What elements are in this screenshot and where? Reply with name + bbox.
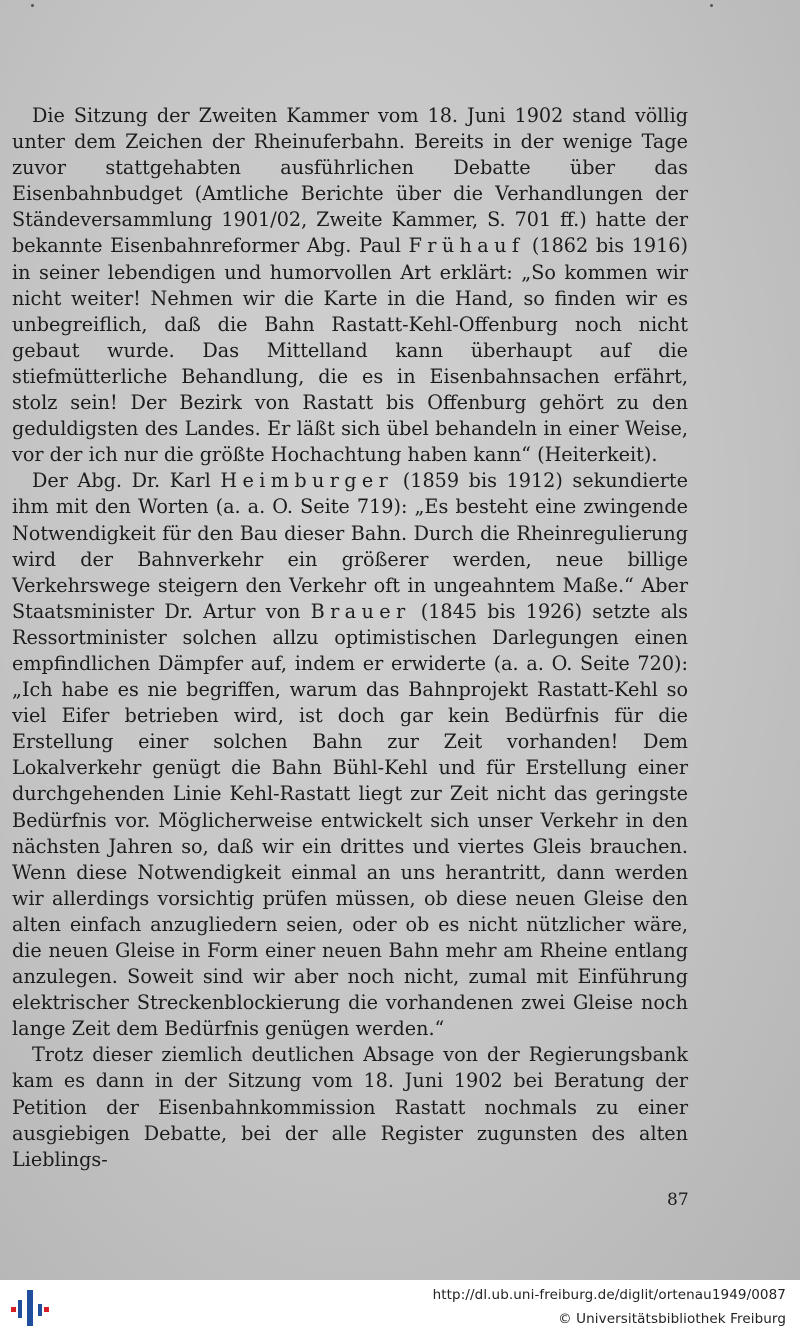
spaced-name: Frühauf xyxy=(408,234,525,258)
text-segment: Trotz dieser ziemlich deutlichen Absage von der Regierungsbank kam es dann in der Sitzung vom 18. Juni 1902 bei Beratung der Petition der Eisenbahnkommission Rastatt nochmals zu einer ausgiebigen Debatte, bei der alle Register zugunsten des alten Lieblings- xyxy=(12,1043,688,1171)
source-url[interactable]: http://dl.ub.uni-freiburg.de/diglit/ortenau1949/0087 xyxy=(432,1287,786,1303)
footer-bar xyxy=(0,1280,800,1336)
text-segment: (1845 bis 1926) setzte als Ressortminister solchen allzu optimistischen Darlegungen einen empfindlichen Dämpfer auf, indem er erwiderte (a. a. O. Seite 720): „Ich habe es nie begriffen, warum das Bahnprojekt Rastatt-Kehl so viel Eifer betrieben wird, ist doch gar kein Bedürfnis für die Erstellung einer solchen Bahn zur Zeit vorhanden! Dem Lokalverkehr genügt die Bahn Bühl-Kehl und für Erstellung einer durchgehenden Linie Kehl-Rastatt liegt zur Zeit nicht das geringste Bedürfnis vor. Möglicherweise entwickelt sich unser Verkehr in den nächsten Jahren so, daß wir ein drittes und viertes Gleis brauchen. Wenn diese Notwendigkeit einmal an uns herantritt, dann werden wir allerdings vorsichtig prüfen müssen, ob diese neuen Gleise den alten einfach anzugliedern seien, oder ob es nicht nützlicher wäre, die neuen Gleise in Form einer neuen Bahn mehr am Rheine entlang anzulegen. Soweit sind wir aber noch nicht, zumal mit Einführung elektrischer Streckenblockierung die vorhandenen zwei Gleise noch lange Zeit dem Bedürfnis genügen werden.“ xyxy=(12,599,688,1041)
paragraph xyxy=(12,103,688,468)
scan-speck xyxy=(31,4,34,7)
paragraph xyxy=(12,468,688,1042)
text-segment: Der Abg. Dr. Karl xyxy=(32,469,221,493)
scan-speck xyxy=(710,4,713,7)
text-segment: (1862 bis 1916) in seiner lebendigen und humorvollen Art erklärt: „So kommen wir nicht weiter! Nehmen wir die Karte in die Hand, so finden wir es unbegreiflich, daß die Bahn Rastatt-Kehl-Offenburg noch nicht gebaut wurde. Das Mittelland kann überhaupt auf die stiefmütterliche Behandlung, die es in Eisenbahnsachen erfährt, stolz sein! Der Bezirk von Rastatt bis Offenburg gehört zu den geduldigsten des Landes. Er läßt sich übel behandeln in einer Weise, vor der ich nur die größte Hochachtung haben kann“ (Heiterkeit). xyxy=(12,234,688,467)
text-segment: (1859 bis 1912) sekundierte ihm mit den Worten (a. a. O. Seite 719): „Es besteht eine zwingende Notwendigkeit für den Bau dieser Bahn. Durch die Rheinregulierung wird der Bahnverkehr ein größerer werden, neue billige Verkehrswege steigern den Verkehr oft in ungeahntem Maße.“ Aber Staatsminister Dr. Artur von xyxy=(12,469,688,623)
copyright-notice: © Universitätsbibliothek Freiburg xyxy=(558,1311,786,1327)
spaced-name: Heimburger xyxy=(220,469,394,493)
ub-freiburg-logo-icon xyxy=(10,1288,50,1328)
paragraph xyxy=(12,1042,688,1172)
spaced-name: Brauer xyxy=(310,599,411,623)
body-text xyxy=(12,103,688,1173)
text-segment: Die Sitzung der Zweiten Kammer vom 18. Juni 1902 stand völlig unter dem Zeichen der Rheinuferbahn. Bereits in der wenige Tage zuvor stattgehabten ausführlichen Debatte über das Eisenbahnbudget (Amtliche Berichte über die Verhandlungen der Ständeversammlung 1901/02, Zweite Kammer, S. 701 ff.) hatte der bekannte Eisenbahnreformer Abg. Paul xyxy=(12,104,688,258)
page-number: 87 xyxy=(667,1190,689,1210)
